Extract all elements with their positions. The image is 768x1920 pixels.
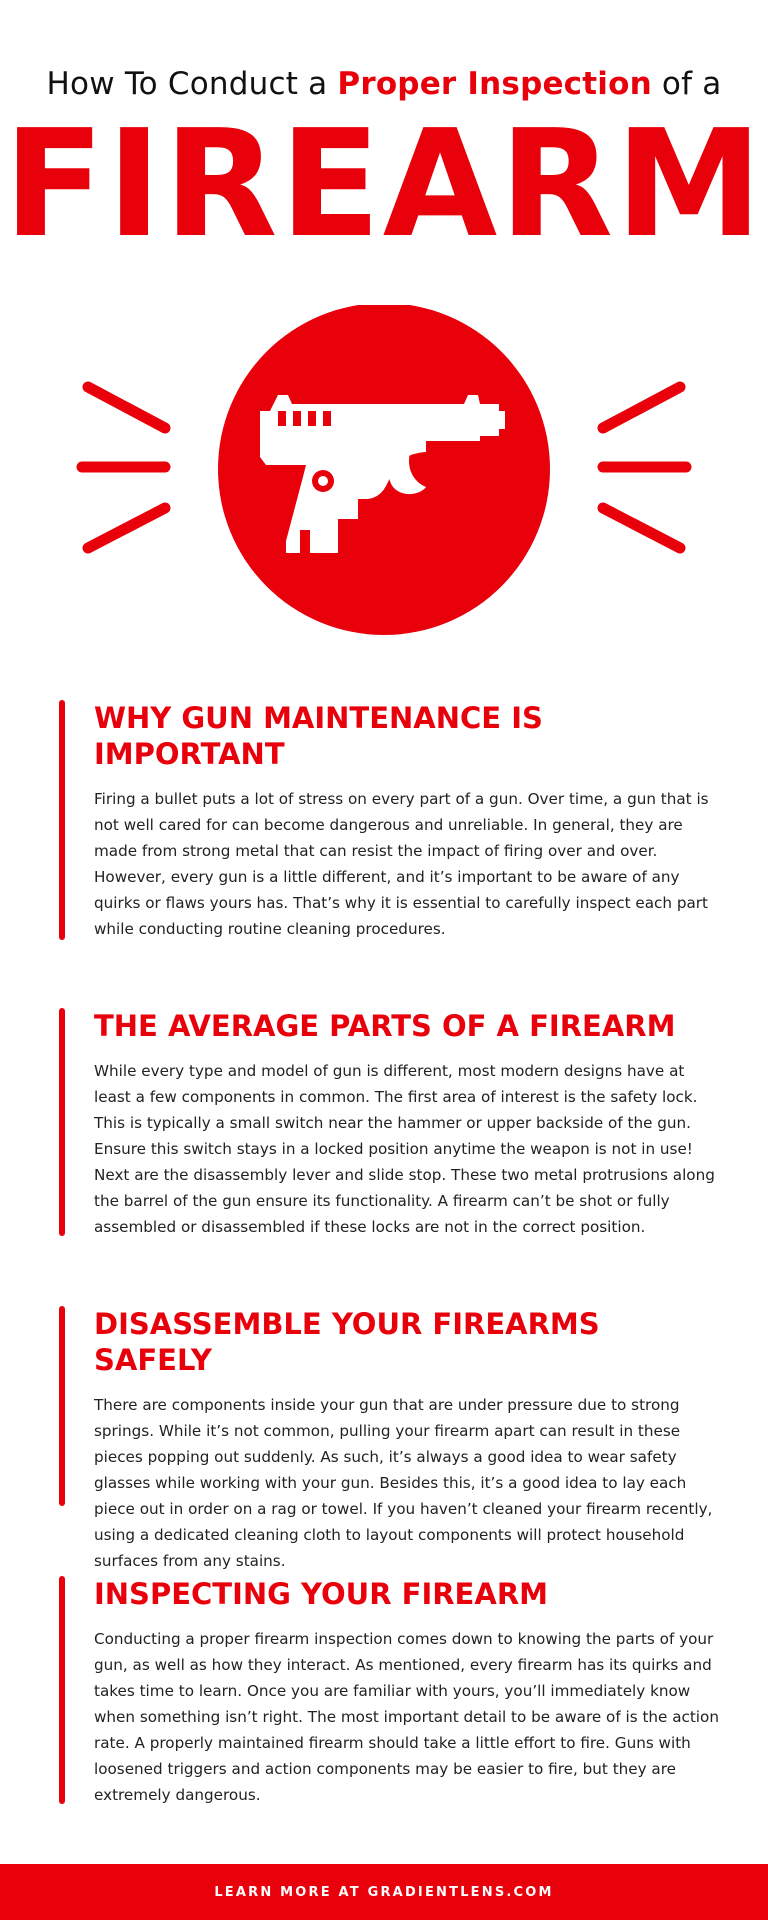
section-body: Firing a bullet puts a lot of stress on every part of a gun. Over time, a gun that is not well cared for can become dangerous and unreliable. In general, they are made from strong metal that can resist the impact of firing over and over. However, every gun is a little different, and it’s important to be aware of any quirks or flaws yours has. That’s why it is essential to carefully inspect each part while conducting routine cleaning procedures. bbox=[94, 790, 709, 938]
section-body: While every type and model of gun is different, most modern designs have at least a few components in common. The first area of interest is the safety lock. This is typically a small switch near the hammer or upper backside of the gun. Ensure this switch stays in a locked position anytime the weapon is not in use! Next are the disassembly lever and slide stop. These two metal protrusions along the barrel of the gun ensure its functionality. A firearm can’t be shot or fully assembled or disassembled if these locks are not in the correct position. bbox=[94, 1062, 715, 1236]
section-average-parts bbox=[59, 1008, 724, 1240]
footer-banner bbox=[0, 1864, 768, 1920]
page-title bbox=[0, 66, 768, 102]
title-prefix: How To Conduct a bbox=[46, 66, 338, 102]
burst-lines-right bbox=[603, 387, 686, 548]
burst-line bbox=[88, 508, 165, 548]
section-accent-bar bbox=[59, 1306, 65, 1506]
burst-lines-left bbox=[82, 387, 165, 548]
section-body: Conducting a proper firearm inspection comes down to knowing the parts of your gun, as well as how they interact. As mentioned, every firearm has its quirks and takes time to learn. Once you are familiar with yours, you’ll immediately know when something isn’t right. The most important detail to be aware of is the action rate. A properly maintained firearm should take a little effort to fire. Guns with loosened triggers and action components may be easier to fire, but they are extremely dangerous. bbox=[94, 1630, 719, 1804]
section-heading: DISASSEMBLE YOUR FIREARMS SAFELY bbox=[94, 1307, 600, 1377]
footer-cta-link[interactable]: LEARN MORE AT GRADIENTLENS.COM bbox=[214, 1884, 554, 1900]
burst-line bbox=[603, 387, 680, 428]
section-accent-bar bbox=[59, 1008, 65, 1236]
title-big-word: FIREARM bbox=[3, 98, 765, 270]
section-accent-bar bbox=[59, 1576, 65, 1804]
section-disassemble-safely bbox=[59, 1306, 724, 1574]
section-heading: WHY GUN MAINTENANCE IS IMPORTANT bbox=[94, 701, 543, 771]
burst-line bbox=[603, 508, 680, 548]
section-accent-bar bbox=[59, 700, 65, 940]
section-inspecting bbox=[59, 1576, 724, 1808]
hero-graphic bbox=[0, 305, 768, 635]
burst-line bbox=[88, 387, 165, 428]
title-accent: Proper Inspection bbox=[337, 66, 652, 102]
title-suffix: of a bbox=[651, 66, 722, 102]
section-heading: THE AVERAGE PARTS OF A FIREARM bbox=[94, 1009, 676, 1043]
section-heading: INSPECTING YOUR FIREARM bbox=[94, 1577, 549, 1611]
section-why-maintenance bbox=[59, 700, 724, 942]
section-body: There are components inside your gun that are under pressure due to strong springs. While it’s not common, pulling your firearm apart can result in these pieces popping out suddenly. As such, it’s always a good idea to wear safety glasses while working with your gun. Besides this, it’s a good idea to lay each piece out in order on a rag or towel. If you haven’t cleaned your firearm recently, using a dedicated cleaning cloth to layout components will protect household surfaces from any stains. bbox=[94, 1396, 713, 1570]
hero-illustration bbox=[0, 305, 768, 635]
